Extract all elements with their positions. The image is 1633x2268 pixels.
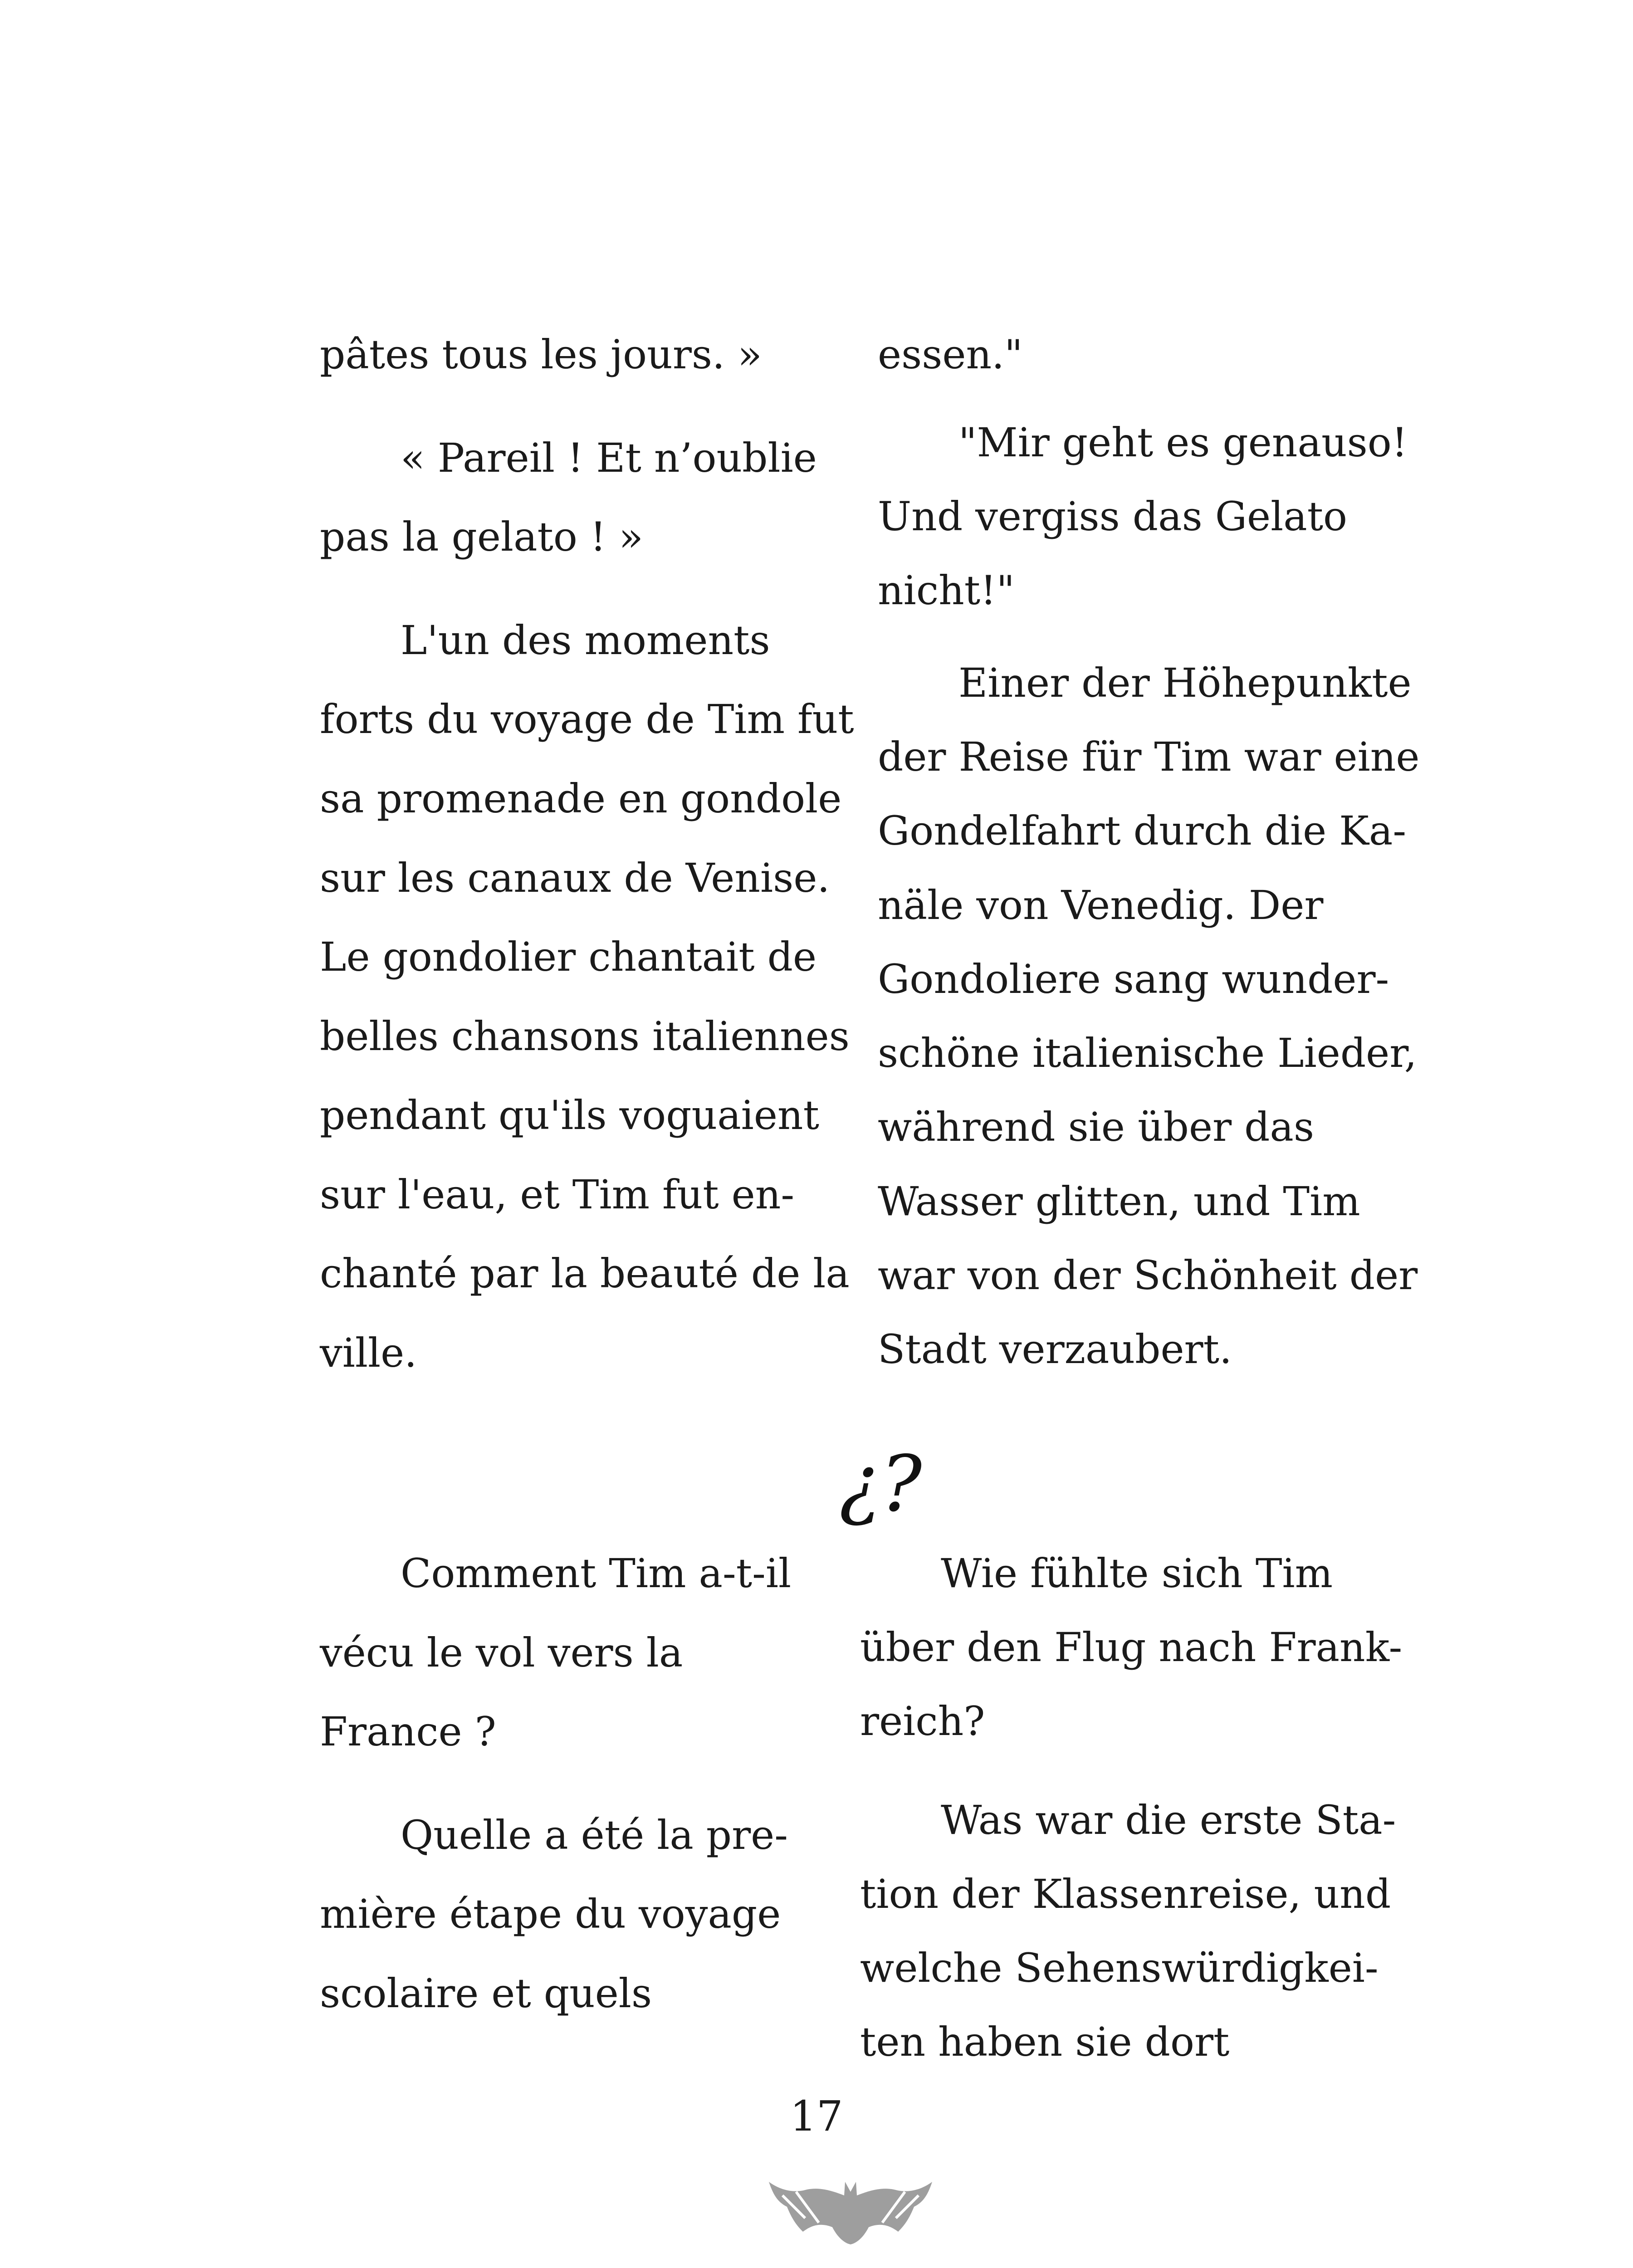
text-line: mière étape du voyage bbox=[320, 1891, 781, 1937]
bat-logo-icon bbox=[764, 2164, 937, 2245]
text-line: essen." bbox=[878, 331, 1023, 378]
question-marker-icon bbox=[837, 1438, 922, 1529]
text-line: näle von Venedig. Der bbox=[878, 882, 1324, 929]
page-number: 17 bbox=[790, 2092, 843, 2141]
text-line: während sie über das bbox=[878, 1104, 1315, 1150]
text-line: chanté par la beauté de la bbox=[320, 1250, 850, 1297]
text-line: ten haben sie dort bbox=[860, 2019, 1230, 2065]
text-line: Gondelfahrt durch die Ka- bbox=[878, 807, 1407, 854]
text-line: Einer der Höhepunkte bbox=[958, 660, 1412, 706]
text-line: Wie fühlte sich Tim bbox=[941, 1550, 1333, 1597]
text-line: vécu le vol vers la bbox=[320, 1629, 683, 1676]
text-line: sur l'eau, et Tim fut en- bbox=[320, 1171, 795, 1218]
text-line: belles chansons italiennes bbox=[320, 1013, 850, 1060]
text-line: pâtes tous les jours. » bbox=[320, 331, 762, 378]
text-line: Comment Tim a-t-il bbox=[401, 1550, 792, 1597]
text-line: reich? bbox=[860, 1698, 985, 1745]
text-line: pas la gelato ! » bbox=[320, 513, 644, 560]
text-line: nicht!" bbox=[878, 567, 1015, 614]
text-line: Was war die erste Sta- bbox=[941, 1797, 1396, 1843]
text-line: forts du voyage de Tim fut bbox=[320, 696, 854, 743]
text-line: Stadt verzaubert. bbox=[878, 1326, 1232, 1373]
text-line: tion der Klassenreise, und bbox=[860, 1871, 1391, 1917]
text-line: Gondoliere sang wunder- bbox=[878, 956, 1389, 1002]
text-line: der Reise für Tim war eine bbox=[878, 733, 1420, 780]
text-line: Und vergiss das Gelato bbox=[878, 493, 1348, 540]
text-line: pendant qu'ils voguaient bbox=[320, 1092, 819, 1139]
text-line: welche Sehenswürdigkei- bbox=[860, 1945, 1379, 1991]
text-line: sur les canaux de Venise. bbox=[320, 855, 830, 901]
text-line: Wasser glitten, und Tim bbox=[878, 1178, 1360, 1225]
text-line: sa promenade en gondole bbox=[320, 775, 842, 822]
text-line: "Mir geht es genauso! bbox=[958, 419, 1408, 466]
text-line: ville. bbox=[320, 1330, 417, 1376]
text-line: « Pareil ! Et n’oublie bbox=[401, 435, 817, 481]
text-line: Quelle a été la pre- bbox=[401, 1812, 788, 1858]
text-line: Le gondolier chantait de bbox=[320, 934, 817, 980]
text-line: über den Flug nach Frank- bbox=[860, 1624, 1403, 1671]
text-line: L'un des moments bbox=[401, 617, 770, 664]
text-line: schöne italienische Lieder, bbox=[878, 1030, 1417, 1076]
text-line: war von der Schönheit der bbox=[878, 1252, 1418, 1299]
text-line: France ? bbox=[320, 1708, 496, 1755]
text-line: scolaire et quels bbox=[320, 1970, 652, 2017]
question-marker-text: ¿? bbox=[839, 1439, 922, 1529]
